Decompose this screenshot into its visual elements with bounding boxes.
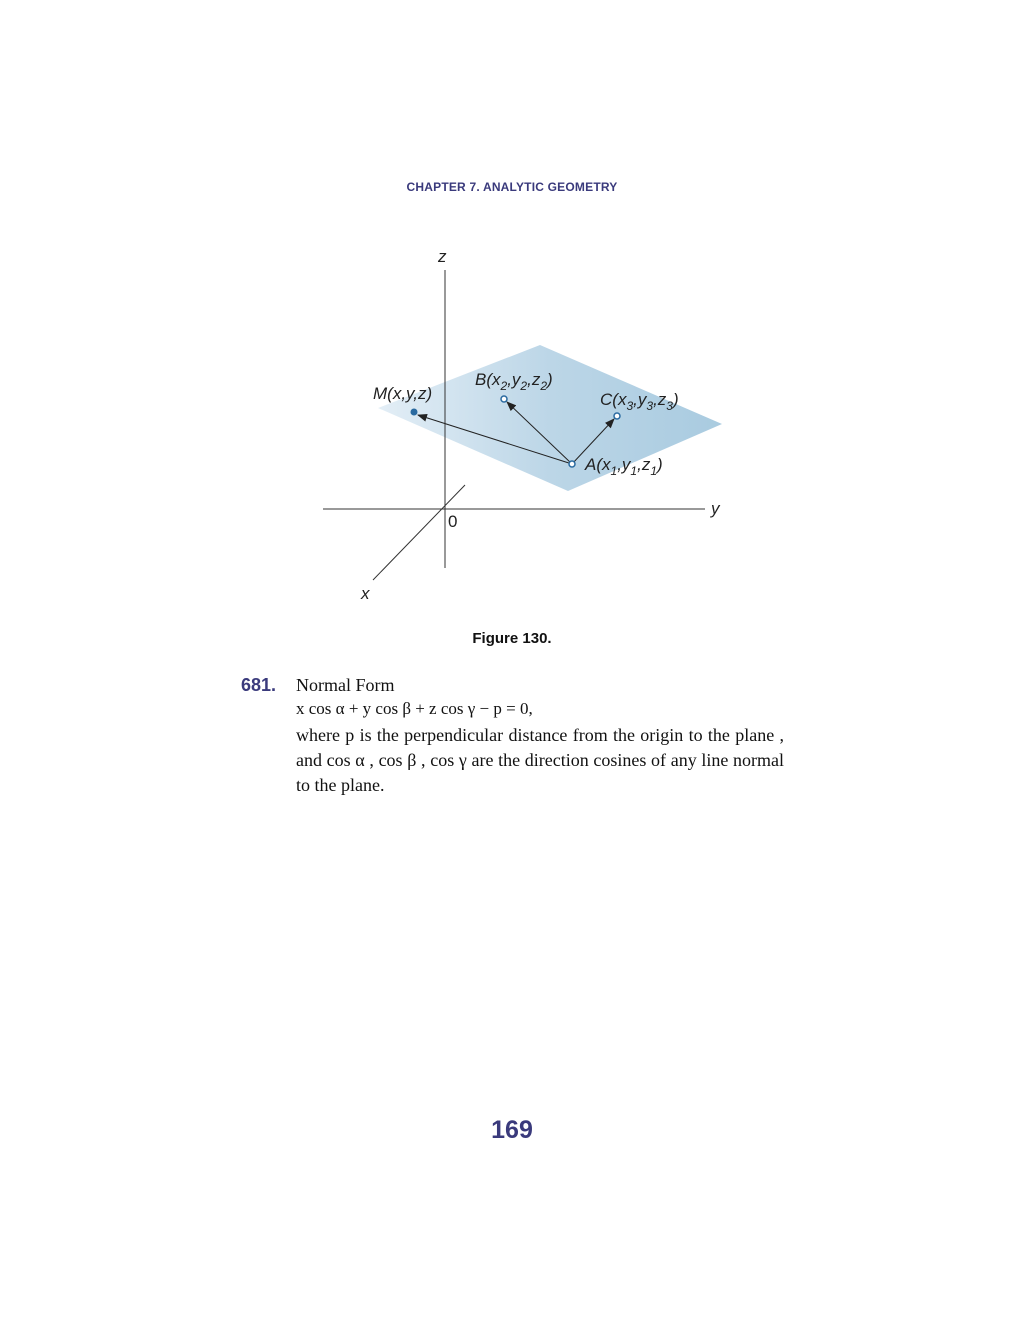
problem-number: 681.	[241, 675, 277, 695]
normal-form-formula: x cos α + y cos β + z cos γ − p = 0,	[296, 699, 533, 718]
point-b	[501, 396, 507, 402]
x-axis	[373, 485, 465, 580]
point-c-label: $C(x_3,y_3,z_3)$	[600, 390, 679, 413]
point-c	[614, 413, 620, 419]
page-number: 169	[491, 1116, 533, 1144]
problem-title: Normal Form	[296, 675, 395, 695]
plane	[378, 345, 722, 491]
point-m-label: M(x,y,z)	[373, 384, 433, 403]
origin-label: 0	[448, 512, 458, 531]
point-a	[569, 461, 575, 467]
y-axis-label: y	[711, 499, 720, 518]
x-axis-label: x	[361, 584, 370, 603]
point-b-label: $B(x_2,y_2,z_2)$	[475, 370, 553, 393]
point-a-label: $A(x_1,y_1,z_1)$	[585, 455, 663, 478]
figure-caption: Figure 130.	[472, 630, 552, 647]
running-head: CHAPTER 7. ANALYTIC GEOMETRY	[406, 180, 618, 194]
z-axis-label: z	[438, 247, 447, 266]
point-m	[411, 409, 418, 416]
problem-body: where p is the perpendicular distance from the origin to the plane , and cos α , cos β , cos γ are the direction cosines of any line normal to the plane.	[296, 725, 784, 795]
